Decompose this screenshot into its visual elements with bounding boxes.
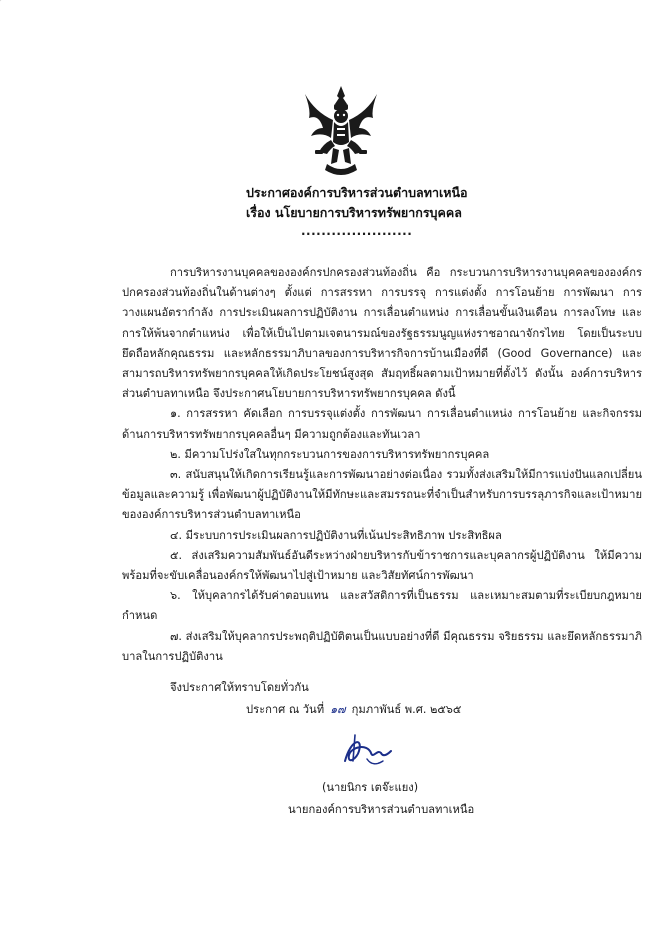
policy-item-2: ๒. มีความโปร่งใสในทุกกระบวนการของการบริหารทรัพยากรบุคคล bbox=[170, 447, 490, 461]
intro-paragraph: การบริหารงานบุคคลขององค์กรปกครองส่วนท้องถิ่น คือ กระบวนการบริหารงานบุคคลขององค์กรปกครองส่วนท้องถิ่นในด้านต่างๆ ตั้งแต่ การสรรหา การบรรจุ การแต่งตั้ง การโอนย้าย การพัฒนา การวางแผนอัตรากำลัง การประเมินผลการปฏิบัติงาน การเลื่อนตำแหน่ง การเลื่อนขั้นเงินเดือน การลงโทษ และการให้พ้นจากตำแหน่ง เพื่อให้เป็นไปตามเจตนารมณ์ของรัฐธรรมนูญแห่งราชอาณาจักรไทย โดยเป็นระบบยึดถือหลักคุณธรรม และหลักธรรมาภิบาลของการบริหารกิจการบ้านเมืองที่ดี (Good Governance) และสามารถบริหารทรัพยากรบุคคลให้เกิดประโยชน์สูงสุด สัมฤทธิ์ผลตามเป้าหมายที่ตั้งไว้ ดังนั้น องค์การบริหารส่วนตำบลทาเหนือ จึงประกาศนโยบายการบริหารทรัพยากรบุคคล ดังนี้ bbox=[122, 266, 642, 401]
policy-item-6: ๖. ให้บุคลากรได้รับค่าตอบแทน และสวัสดิการที่เป็นธรรม และเหมาะสมตามที่ระเบียบกฎหมายกำหนด bbox=[122, 589, 642, 623]
handwritten-signature bbox=[337, 731, 397, 775]
garuda-emblem-icon bbox=[301, 84, 381, 180]
announcement-body bbox=[122, 263, 642, 667]
signer-name: (นายนิกร เตจ๊ะแยง) bbox=[322, 781, 419, 794]
announcement-date bbox=[246, 700, 461, 718]
policy-item-4: ๔. มีระบบการประเมินผลการปฏิบัติงานที่เน้นประสิทธิภาพ ประสิทธิผล bbox=[170, 528, 502, 542]
policy-item-7: ๗. ส่งเสริมให้บุคลากรประพฤติปฏิบัติตนเป็นแบบอย่างที่ดี มีคุณธรรม จริยธรรม และยึดหลักธรรมาภิบาลในการปฏิบัติงาน bbox=[122, 629, 642, 663]
closing-statement: จึงประกาศให้ทราบโดยทั่วกัน bbox=[170, 681, 309, 694]
announcement-heading: ประกาศองค์การบริหารส่วนตำบลทาเหนือ bbox=[246, 185, 468, 200]
signer-position: นายกองค์การบริหารส่วนตำบลทาเหนือ bbox=[288, 803, 475, 816]
date-day-handwritten: ๑๗ bbox=[330, 703, 346, 716]
date-month-year: กุมภาพันธ์ พ.ศ. ๒๕๖๕ bbox=[351, 703, 462, 716]
announcement-subject: เรื่อง นโยบายการบริหารทรัพยากรบุคคล bbox=[246, 205, 462, 220]
policy-item-1: ๑. การสรรหา คัดเลือก การบรรจุแต่งตั้ง การพัฒนา การเลื่อนตำแหน่ง การโอนย้าย และกิจกรรมด้านการบริหารทรัพยากรบุคคลอื่นๆ มีความถูกต้องและทันเวลา bbox=[122, 407, 642, 441]
policy-item-5: ๕. ส่งเสริมความสัมพันธ์อันดีระหว่างฝ่ายบริหารกับข้าราชการและบุคลากรผู้ปฏิบัติงาน ให้มีความพร้อมที่จะขับเคลื่อนองค์กรให้พัฒนาไปสู่เป้าหมาย และวิสัยทัศน์การพัฒนา bbox=[122, 548, 642, 583]
date-prefix: ประกาศ ณ วันที่ bbox=[246, 703, 325, 716]
scan-fold-line bbox=[0, 0, 60, 41]
heading-separator: ...................... bbox=[301, 224, 413, 238]
policy-item-3: ๓. สนับสนุนให้เกิดการเรียนรู้และการพัฒนาอย่างต่อเนื่อง รวมทั้งส่งเสริมให้มีการแบ่งปันแลกเปลี่ยนข้อมูลและความรู้ เพื่อพัฒนาผู้ปฏิบัติงานให้มีทักษะและสมรรถนะที่จำเป็นสำหรับการบรรลุภารกิจและเป้าหมายขององค์การบริหารส่วนตำบลทาเหนือ bbox=[122, 468, 642, 522]
